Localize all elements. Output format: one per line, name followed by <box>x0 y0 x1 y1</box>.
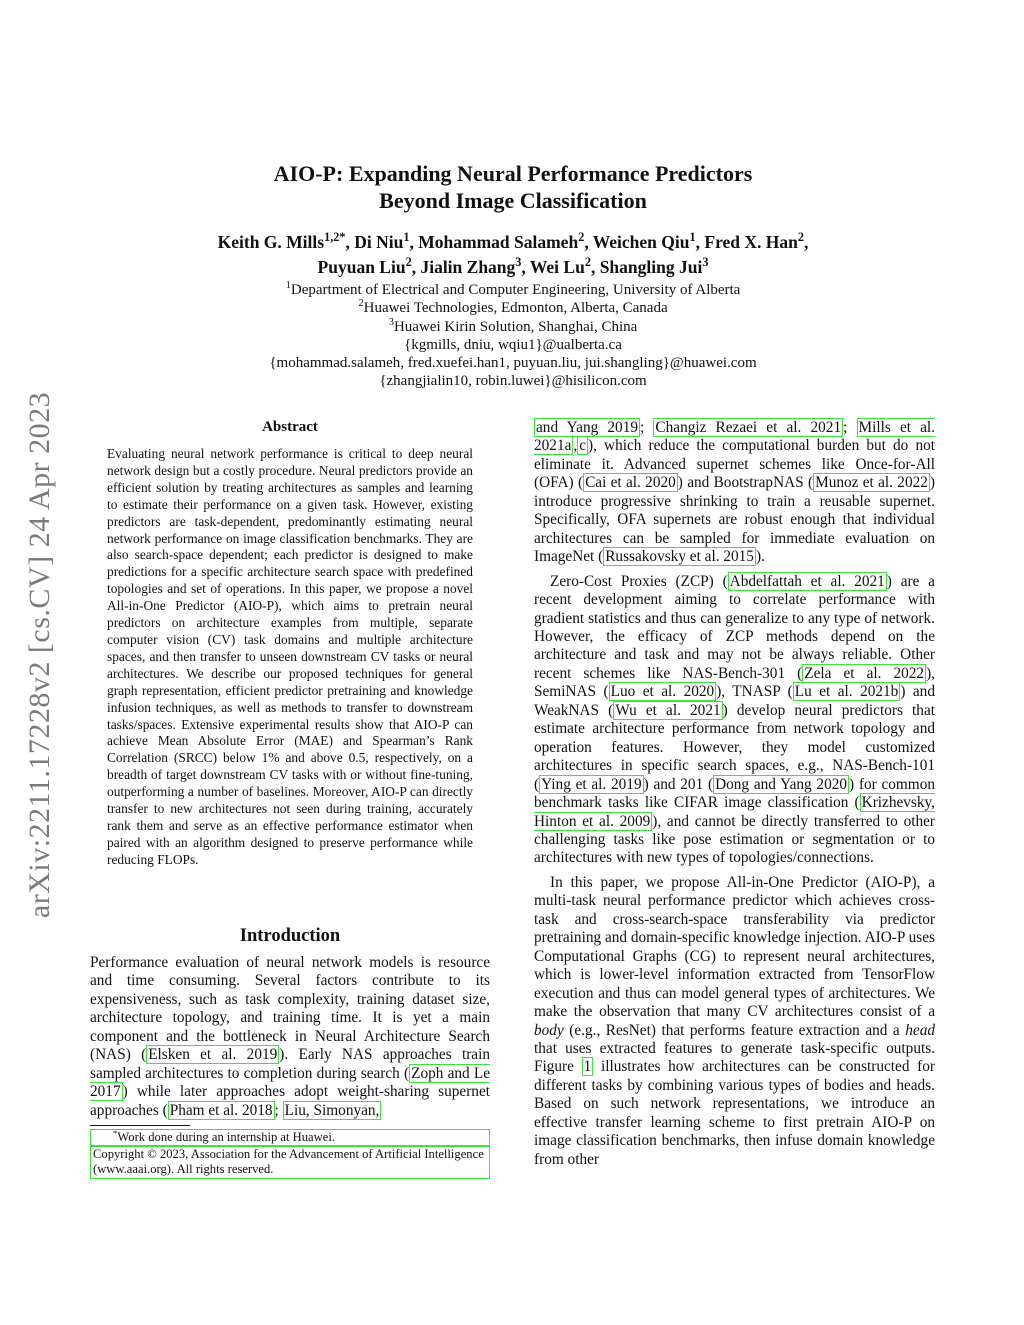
affiliation-line <box>90 318 936 336</box>
author-name: Jialin Zhang <box>420 257 516 277</box>
text-run: Zero-Cost Proxies (ZCP) ( <box>550 572 728 590</box>
text-run: ; <box>640 419 654 436</box>
abstract-heading: Abstract <box>262 419 318 435</box>
text-run: ), SemiNAS ( <box>534 664 935 701</box>
text-run: ) develop neural predictors that estimate architecture performance from network topology and operation features. However, they model customized architectures in specific search spaces, e.g., NAS-Bench-101 ( <box>534 701 935 793</box>
email-line[interactable]: {kgmills, dniu, wqiu1}@ualberta.ca <box>404 336 622 353</box>
author-list <box>90 230 936 280</box>
author-line-2: Puyuan Liu$^2$, Jialin Zhang$^3$, Wei Lu$^2$, Shangling Jui$^3$ <box>317 255 709 277</box>
citation-link[interactable]: Wu et al. 2021 <box>615 701 721 719</box>
email-line[interactable]: {zhangjialin10, robin.luwei}@hisilicon.com <box>379 373 647 390</box>
citation-link[interactable]: c <box>579 437 587 455</box>
author-affil-mark: 2 <box>405 255 412 270</box>
text-run: ), TNASP ( <box>716 683 793 701</box>
affiliation-text: Department of Electrical and Computer Engineering, University of Alberta <box>290 282 741 298</box>
citation-link[interactable]: Dong and Yang 2020 <box>715 775 848 793</box>
citation-link[interactable]: Changiz Rezaei et al. 2021 <box>655 419 842 436</box>
text-run: In this paper, we propose All-in-One Predictor (AIO-P), a multi-task neural performance predictor which achieves cross-task and cross-search-space transferability via predictor pretraining and domain-specific knowledge injection. AIO-P uses Computational Graphs (CG) to represent neural architectures, which is lower-level information extracted from TensorFlow execution and thus can model general types of architectures. We make the observation that many CV architectures consist of a <box>534 873 935 1021</box>
text-run: ) and 201 ( <box>643 775 714 793</box>
citation-link[interactable]: and Yang 2019 <box>536 419 639 436</box>
title-line-1: AIO-P: Expanding Neural Performance Predictors <box>273 161 753 186</box>
email-line[interactable]: {mohammad.salameh, fred.xuefei.han1, puyuan.liu, jui.shangling}@huawei.com <box>269 355 757 372</box>
text-run: ; <box>274 1101 283 1119</box>
affiliation-text: Huawei Kirin Solution, Shanghai, China <box>393 318 638 335</box>
affiliation-text: Huawei Technologies, Edmonton, Alberta, Canada <box>363 300 668 317</box>
introduction-heading: Introduction <box>239 926 341 946</box>
footnote-separator <box>90 1125 190 1126</box>
text-run: ) and WeakNAS ( <box>534 683 935 719</box>
author-affil-mark: 2 <box>797 230 804 245</box>
text-run: ; <box>843 419 857 436</box>
citation-link[interactable]: Munoz et al. 2022 <box>815 474 928 492</box>
abstract-body: Evaluating neural network performance is critical to deep neural network design but a costly procedure. Neural predictors provide an efficient solution by treating architectures as samples and learning to estimate their performance on a given task. However, existing predictors are task-dependent, predominantly estimating neural network performance on image classification benchmarks. They are also search-space dependent; each predictor is designed to make predictions for a specific architecture search space with predefined topologies and set of operations. In this paper, we propose a novel All-in-One Predictor (AIO-P), which aims to pretrain neural predictors on architecture examples from multiple, separate computer vision (CV) task domains and multiple architecture spaces, and then transfer to unseen downstream CV tasks or neural architectures. We describe our proposed techniques for general graph representation, efficient predictor pretraining and knowledge infusion techniques, as well as methods to transfer to downstream tasks/spaces. Extensive experimental results show that AIO-P can achieve Mean Absolute Error (MAE) and Spearman’s Rank Correlation (SRCC) below 1% and above 0.5, respectively, on a breadth of target downstream CV tasks with or without fine-tuning, outperforming a number of baselines. Moreover, AIO-P can directly transfer to new architectures not seen during training, accurately rank them and serve as an effective performance estimator when paired with an algorithm designed to preserve performance while reducing FLOPs. <box>107 446 473 867</box>
affiliation-line <box>90 299 936 317</box>
text-run: ) while later approaches adopt weight-sharing supernet approaches ( <box>90 1083 490 1119</box>
footnote-block <box>90 1129 490 1179</box>
text-run: ) are a recent development aiming to correlate performance with gradient statistics and thus can generalize to any type of network. However, the efficacy of ZCP methods depend on the architecture and task and may not be always reliable. Other recent schemes like NAS-Bench-301 ( <box>534 572 935 682</box>
text-run: illustrates how architectures can be constructed for different tasks by combining various types of bodies and heads. Based on such network representations, we introduce an effective transfer learning scheme to first pretrain AIO-P on image classification benchmarks, then infuse domain knowledge from other <box>534 1058 935 1168</box>
citation-link[interactable]: Elsken et al. 2019 <box>148 1046 278 1064</box>
copyright-link[interactable]: Copyright © 2023, Association for the Advancement of Artificial Intelligence (www.aaai.org). All rights reserved. <box>90 1146 490 1178</box>
affiliations <box>90 281 936 391</box>
author-name: Wei Lu <box>529 257 585 277</box>
arxiv-side-label <box>18 350 62 960</box>
citation-link[interactable]: Krizhevsky, Hinton et al. 2009 <box>534 794 935 830</box>
arxiv-identifier[interactable]: arXiv:2211.17228v2 [cs.CV] 24 Apr 2023 <box>23 391 56 919</box>
text-run: ) for common benchmark tasks like CIFAR image classification ( <box>534 775 935 812</box>
affiliation-line <box>90 281 936 299</box>
text-run: ), and cannot be directly transferred to other challenging tasks like pose estimation or segmentation or to architectures with new types of topologies/connections. <box>534 812 936 867</box>
footnote-text-wrapper <box>93 1127 335 1144</box>
introduction-body <box>90 954 490 1120</box>
citation-link[interactable]: Ying et al. 2019 <box>541 775 642 793</box>
affiliation-mark: 3 <box>388 316 394 328</box>
footnote-text: Work done during an internship at Huawei. <box>117 1130 335 1144</box>
right-paragraph-3 <box>534 874 935 1169</box>
text-run: ) introduce progressive shrinking to train a reusable supernet. Specifically, OFA supernets are robust enough that individual architectures can be sampled for immediate evaluation on ImageNet ( <box>534 474 936 566</box>
author-name: Fred X. Han <box>704 232 798 252</box>
text-run: , <box>573 437 578 455</box>
emphasis-body: body <box>534 1021 564 1039</box>
author-name: Di Niu <box>354 232 404 252</box>
text-run: ). <box>755 548 765 566</box>
title-line-2: Beyond Image Classification <box>379 188 647 213</box>
author-affil-mark: 2 <box>578 230 585 245</box>
citation-link[interactable]: Luo et al. 2020 <box>610 683 715 701</box>
citation-link[interactable]: Cai et al. 2020 <box>585 474 676 492</box>
right-paragraph-1 <box>534 419 935 567</box>
right-column <box>534 419 935 1169</box>
citation-link[interactable]: Abdelfattah et al. 2021 <box>729 572 885 590</box>
author-line-1: Keith G. Mills$^{1,2*}$, Di Niu$^1$, Mohammad Salameh$^2$, Weichen Qiu$^1$, Fred X. Han$^2$, <box>217 230 809 252</box>
author-name: Shangling Jui <box>599 257 703 277</box>
text-run: Performance evaluation of neural network models is resource and time consuming. Several factors contribute to its expensiveness, such as task complexity, training dataset size, architecture topology, and training time. It is yet a main component and the bottleneck in Neural Architecture Search (NAS) ( <box>90 954 490 1064</box>
author-affil-mark: 1,2* <box>324 230 346 245</box>
right-paragraph-2 <box>534 573 935 868</box>
citation-link[interactable]: Liu, Simonyan, <box>284 1101 380 1119</box>
affiliation-mark: 2 <box>358 298 364 310</box>
author-affil-mark: 1 <box>403 230 410 245</box>
author-name: Mohammad Salameh <box>418 232 579 252</box>
text-run: that uses extracted features to generate task-specific outputs. Figure <box>534 1039 935 1076</box>
author-affil-mark: 3 <box>515 255 522 270</box>
author-name: Weichen Qiu <box>592 232 690 252</box>
citation-link[interactable]: Pham et al. 2018 <box>169 1101 273 1119</box>
text-run: ) and BootstrapNAS ( <box>677 474 814 492</box>
footnote-mark: * <box>113 1127 118 1138</box>
text-run: (e.g., ResNet) that performs feature extraction and a <box>563 1021 906 1039</box>
citation-link[interactable]: Zoph and Le 2017 <box>90 1064 490 1101</box>
text-run: ). Early NAS approaches train sampled architectures to completion during search ( <box>90 1046 490 1082</box>
author-name: Keith G. Mills <box>217 232 325 252</box>
citation-link[interactable]: Zela et al. 2022 <box>804 664 925 682</box>
author-affil-mark: 1 <box>689 230 696 245</box>
author-affil-mark: 3 <box>702 255 709 270</box>
text-run: ), which reduce the computational burden but do not eliminate it. Advanced supernet schemes like Once-for-All (OFA) ( <box>534 437 935 492</box>
intro-paragraph <box>90 954 490 1120</box>
emphasis-head: head <box>905 1021 935 1039</box>
paper-title <box>90 160 936 214</box>
citation-link[interactable]: Russakovsky et al. 2015 <box>605 548 754 566</box>
author-name: Puyuan Liu <box>317 257 406 277</box>
citation-link[interactable]: Lu et al. 2021b <box>794 683 899 701</box>
figure-link[interactable]: 1 <box>583 1058 592 1076</box>
footnote-link[interactable] <box>90 1129 490 1146</box>
author-affil-mark: 2 <box>584 255 591 270</box>
affiliation-mark: 1 <box>285 280 291 291</box>
citation-link[interactable]: Mills et al. 2021a <box>534 419 935 455</box>
